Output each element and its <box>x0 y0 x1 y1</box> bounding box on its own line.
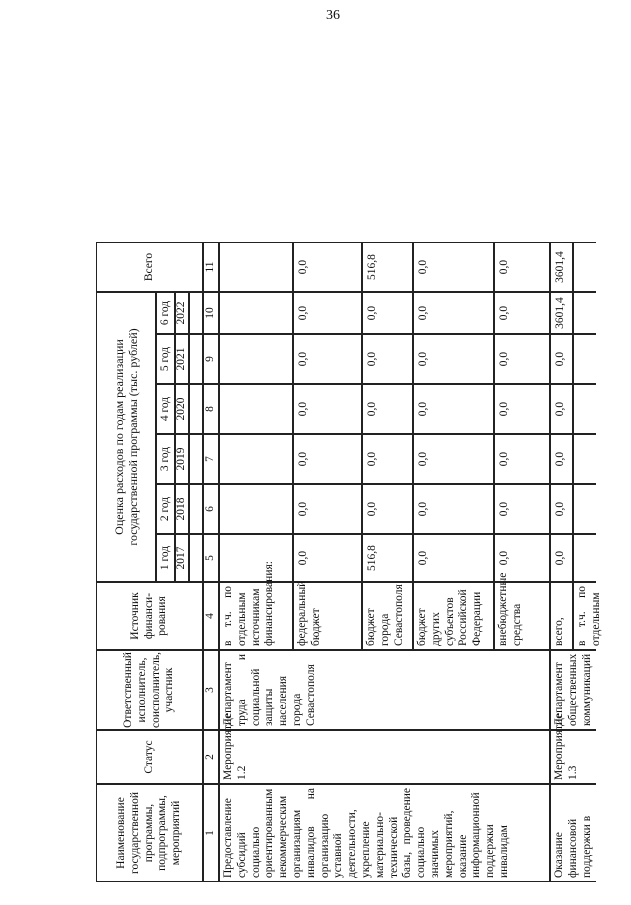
column-number: 7 <box>203 434 219 484</box>
measure-status: Мероприятие 1.2 <box>219 730 550 784</box>
value-cell: 0,0 <box>550 334 573 384</box>
value-cell: 0,0 <box>413 384 494 434</box>
value-cell: 0,0 <box>362 484 413 534</box>
page-number: 36 <box>326 8 340 23</box>
value-cell <box>219 334 293 384</box>
measure-name: Оказание финансовой поддержки в <box>550 784 596 882</box>
value-cell <box>573 484 596 534</box>
header-executor: Ответственный исполнитель, соисполнитель, участник <box>96 650 203 730</box>
value-cell: 0,0 <box>413 484 494 534</box>
source-name: бюджет города Севастополя <box>362 582 413 650</box>
header-blank <box>189 384 203 434</box>
column-number: 2 <box>203 730 219 784</box>
value-cell: 0,0 <box>413 534 494 582</box>
header-source: Источник финанси-рования <box>96 582 203 650</box>
table-page <box>96 32 602 882</box>
value-cell: 0,0 <box>362 384 413 434</box>
column-number: 5 <box>203 534 219 582</box>
column-number: 4 <box>203 582 219 650</box>
value-cell: 3601,4 <box>550 242 573 292</box>
value-cell: 0,0 <box>494 292 550 334</box>
value-cell: 516,8 <box>362 242 413 292</box>
value-cell: 0,0 <box>494 334 550 384</box>
value-cell: 0,0 <box>550 384 573 434</box>
header-year: 2019 <box>175 434 189 484</box>
value-cell: 0,0 <box>494 242 550 292</box>
measure-name: Предоставление субсидий социально ориентированным некоммерческим организациям инвалидов на организацию уставной деятельности, укрепление материально-технической базы, проведение социально значимых мероприятий, оказание информационной поддержки инвалидам <box>219 784 550 882</box>
value-cell <box>573 384 596 434</box>
value-cell: 0,0 <box>494 534 550 582</box>
source-name: федеральный бюджет <box>293 582 362 650</box>
column-number: 6 <box>203 484 219 534</box>
column-number: 9 <box>203 334 219 384</box>
header-year-label: 5 год <box>156 334 175 384</box>
value-cell: 0,0 <box>413 292 494 334</box>
header-blank <box>189 534 203 582</box>
header-blank <box>189 292 203 334</box>
value-cell: 3601,4 <box>550 292 573 334</box>
header-blank <box>189 434 203 484</box>
header-year: 2020 <box>175 384 189 434</box>
measure-executor: Департамент труда и социальной защиты населения города Севастополя <box>219 650 550 730</box>
header-total: Всего <box>96 242 203 292</box>
value-cell <box>219 242 293 292</box>
value-cell: 0,0 <box>413 434 494 484</box>
source-name: в т.ч. по отдельным источникам финансирования: <box>219 582 293 650</box>
value-cell <box>219 384 293 434</box>
value-cell: 0,0 <box>293 434 362 484</box>
header-year: 2018 <box>175 484 189 534</box>
value-cell <box>573 534 596 582</box>
value-cell: 0,0 <box>413 334 494 384</box>
source-name: бюджет других субъектов Российской Федерации <box>413 582 494 650</box>
header-blank <box>189 334 203 384</box>
value-cell: 0,0 <box>293 484 362 534</box>
value-cell <box>219 292 293 334</box>
value-cell: 0,0 <box>293 334 362 384</box>
header-year-label: 6 год <box>156 292 175 334</box>
budget-table <box>96 32 602 882</box>
value-cell: 0,0 <box>550 434 573 484</box>
column-number: 3 <box>203 650 219 730</box>
value-cell: 0,0 <box>362 292 413 334</box>
value-cell: 0,0 <box>362 334 413 384</box>
value-cell: 516,8 <box>362 534 413 582</box>
value-cell <box>219 484 293 534</box>
header-year-label: 4 год <box>156 384 175 434</box>
value-cell: 0,0 <box>413 242 494 292</box>
measure-status: Мероприятие 1.3 <box>550 730 596 784</box>
value-cell: 0,0 <box>550 484 573 534</box>
column-number: 10 <box>203 292 219 334</box>
value-cell: 0,0 <box>494 484 550 534</box>
header-year: 2021 <box>175 334 189 384</box>
source-name: всего, <box>550 582 573 650</box>
value-cell <box>219 534 293 582</box>
column-number: 1 <box>203 784 219 882</box>
value-cell <box>573 242 596 292</box>
header-status: Статус <box>96 730 203 784</box>
value-cell: 0,0 <box>362 434 413 484</box>
value-cell: 0,0 <box>494 384 550 434</box>
value-cell <box>573 434 596 484</box>
value-cell: 0,0 <box>550 534 573 582</box>
value-cell: 0,0 <box>293 384 362 434</box>
value-cell: 0,0 <box>293 292 362 334</box>
value-cell <box>219 434 293 484</box>
header-year-label: 3 год <box>156 434 175 484</box>
source-name: в т.ч. по отдельным <box>573 582 596 650</box>
header-name: Наименование государственной программы, подпрограммы, мероприятий <box>96 784 203 882</box>
source-name: внебюджетные средства <box>494 582 550 650</box>
value-cell <box>573 292 596 334</box>
value-cell <box>573 334 596 384</box>
column-number: 11 <box>203 242 219 292</box>
header-year: 2017 <box>175 534 189 582</box>
header-blank <box>189 484 203 534</box>
column-number: 8 <box>203 384 219 434</box>
header-year-label: 1 год <box>156 534 175 582</box>
header-year: 2022 <box>175 292 189 334</box>
value-cell: 0,0 <box>293 534 362 582</box>
header-year-label: 2 год <box>156 484 175 534</box>
header-estimate: Оценка расходов по годам реализации государственной программы (тыс. рублей) <box>96 292 156 582</box>
value-cell: 0,0 <box>494 434 550 484</box>
measure-executor: Департамент общественных коммуникаций <box>550 650 596 730</box>
value-cell: 0,0 <box>293 242 362 292</box>
